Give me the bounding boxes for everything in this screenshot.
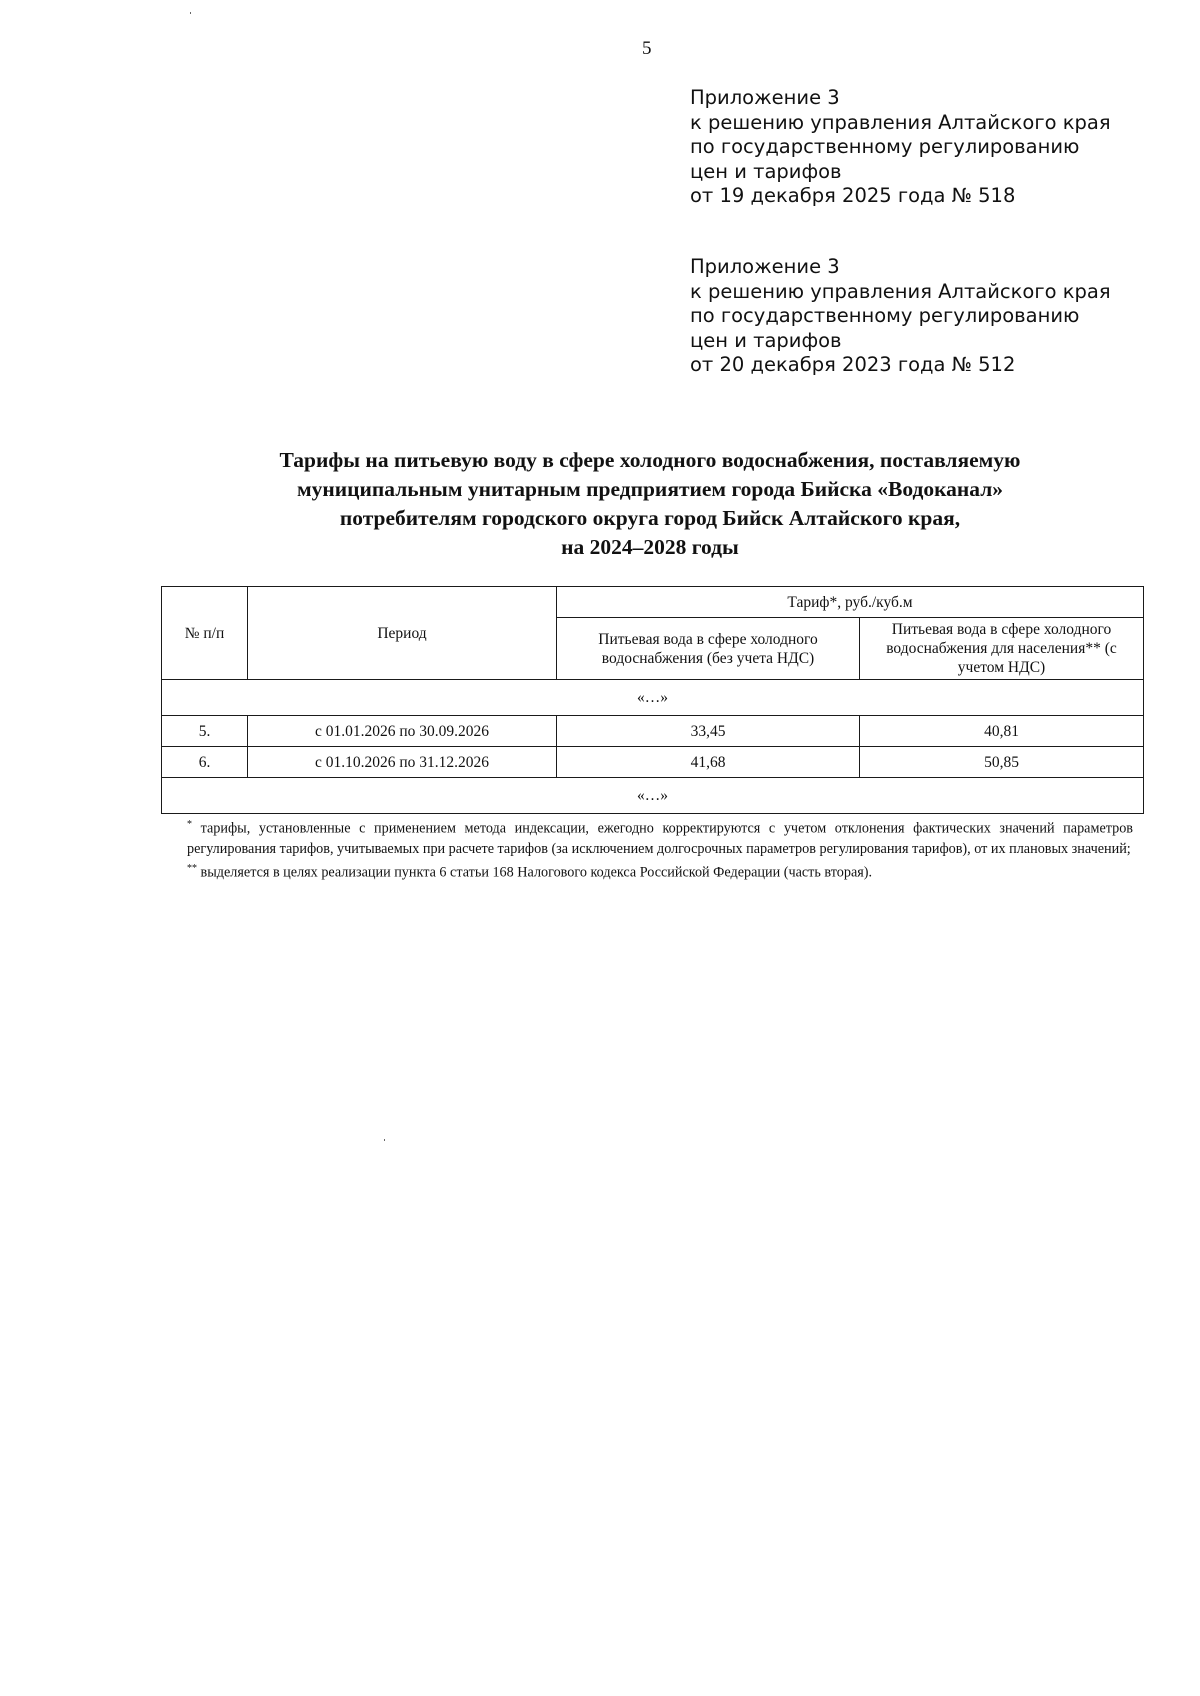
ellipsis-cell: «…» xyxy=(162,778,1144,814)
title-line: муниципальным унитарным предприятием города Бийска «Водоканал» xyxy=(296,477,1004,501)
table-row xyxy=(162,716,1144,747)
table-header-row xyxy=(162,587,1144,618)
appendix-line: Приложение 3 xyxy=(690,86,840,109)
header-tariff-group: Тариф*, руб./куб.м xyxy=(557,587,1144,618)
footnote-1 xyxy=(187,815,1133,859)
cell-period: с 01.01.2026 по 30.09.2026 xyxy=(248,716,557,747)
appendix-line: цен и тарифов xyxy=(690,328,842,352)
header-period: Период xyxy=(248,587,557,680)
appendix-line: от 19 декабря 2025 года № 518 xyxy=(690,184,1016,207)
table-row-ellipsis xyxy=(162,778,1144,814)
cell-tariff-b: 50,85 xyxy=(860,747,1144,778)
cell-num: 5. xyxy=(162,716,248,747)
appendix-line: к решению управления Алтайского края xyxy=(690,110,1111,134)
table-row xyxy=(162,747,1144,778)
appendix-previous xyxy=(690,255,1111,378)
appendix-line: по государственному регулированию xyxy=(690,304,1080,327)
footnote-mark: ** xyxy=(187,862,197,874)
scan-artifact xyxy=(190,12,191,14)
footnotes xyxy=(187,815,1133,882)
title-line: Тарифы на питьевую воду в сфере холодного водоснабжения, поставляемую xyxy=(279,448,1021,472)
appendix-line: к решению управления Алтайского края xyxy=(690,279,1111,303)
appendix-line: по государственному регулированию xyxy=(690,135,1080,158)
cell-tariff-b: 40,81 xyxy=(860,716,1144,747)
cell-tariff-a: 41,68 xyxy=(557,747,860,778)
cell-tariff-a: 33,45 xyxy=(557,716,860,747)
scan-artifact xyxy=(384,1139,385,1141)
cell-num: 6. xyxy=(162,747,248,778)
ellipsis-cell: «…» xyxy=(162,680,1144,716)
header-num: № п/п xyxy=(162,587,248,680)
document-title xyxy=(160,446,1140,562)
appendix-line: Приложение 3 xyxy=(690,255,840,278)
footnote-2 xyxy=(187,859,1133,883)
appendix-current xyxy=(690,86,1111,209)
title-line: на 2024–2028 годы xyxy=(561,535,739,559)
footnote-mark: * xyxy=(187,819,192,830)
cell-period: с 01.10.2026 по 31.12.2026 xyxy=(248,747,557,778)
tariff-table xyxy=(161,586,1144,814)
appendix-line: цен и тарифов xyxy=(690,159,842,183)
footnote-text: выделяется в целях реализации пункта 6 статьи 168 Налогового кодекса Российской Федерации (часть вторая). xyxy=(197,864,873,881)
table-row-ellipsis xyxy=(162,680,1144,716)
header-col-b: Питьевая вода в сфере холодного водоснабжения для населения** (с учетом НДС) xyxy=(860,618,1144,680)
appendix-line: от 20 декабря 2023 года № 512 xyxy=(690,353,1016,376)
page-number: 5 xyxy=(642,38,652,59)
footnote-text: тарифы, установленные с применением метода индексации, ежегодно корректируются с учетом отклонения фактических значений параметров регулирования тарифов, учитываемых при расчете тарифов (за исключением долгосрочных параметров регулирования тарифов), от их плановых значений; xyxy=(187,820,1133,857)
header-col-a: Питьевая вода в сфере холодного водоснабжения (без учета НДС) xyxy=(557,618,860,680)
title-line: потребителям городского округа город Бийск Алтайского края, xyxy=(339,506,961,530)
